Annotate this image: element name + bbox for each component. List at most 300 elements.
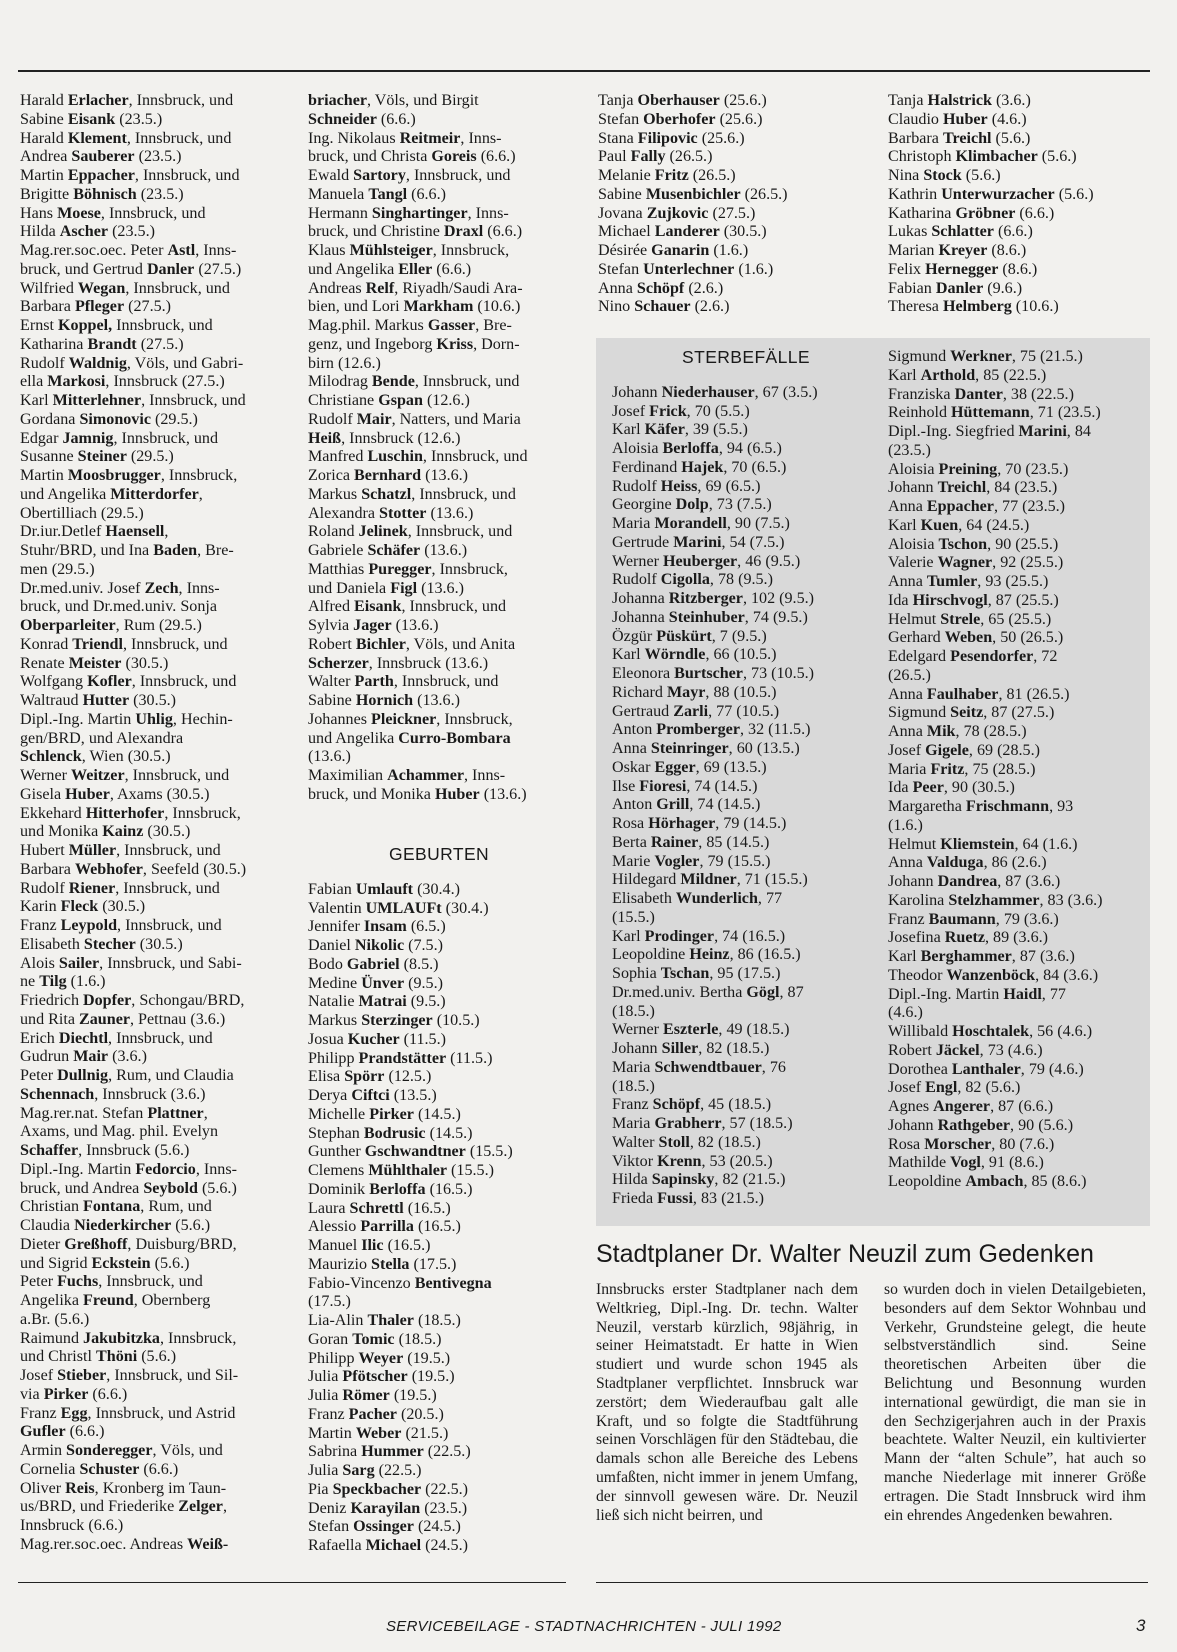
entry-name: Bentivegna <box>414 1274 492 1292</box>
entry-pre: Helmut <box>888 835 941 853</box>
entry-pre: Barbara <box>888 129 943 147</box>
list-entry <box>612 534 880 553</box>
entry-name: Kreyer <box>938 242 988 259</box>
entry-pre: Karl <box>612 927 645 945</box>
entry-name: Eisank <box>354 598 402 616</box>
list-entry <box>888 686 1146 705</box>
list-entry <box>308 1443 570 1462</box>
entry-pre: Anna <box>888 723 927 740</box>
list-entry <box>308 1143 570 1162</box>
entry-name: Astl <box>167 242 196 259</box>
entry-post: , Innsbruck, und <box>125 279 230 297</box>
entry-post: , Inns- <box>195 242 237 259</box>
list-entry <box>612 778 880 797</box>
entry-pre: (18.5.) <box>612 1002 655 1020</box>
entry-pre: Julia <box>308 1368 343 1386</box>
entry-pre: Andreas <box>308 279 366 297</box>
entry-name: Sonderegger <box>66 1442 153 1459</box>
list-entry <box>308 448 570 467</box>
entry-pre: Fabian <box>888 279 936 297</box>
entry-post: , Innsbruck, und <box>124 767 230 784</box>
entry-name: Zarli <box>673 702 709 720</box>
list-entry <box>612 665 880 684</box>
entry-name: Müller <box>68 842 117 859</box>
entry-pre: Rafaella <box>308 1537 366 1554</box>
list-entry <box>888 929 1146 948</box>
entry-name: Umlauft <box>355 880 414 898</box>
list-entry <box>598 280 868 299</box>
list-entry <box>612 1134 880 1153</box>
entry-name: Schlatter <box>931 223 994 241</box>
entry-name: Michael <box>365 1537 422 1554</box>
entry-pre: Gerhard <box>888 629 945 647</box>
entry-pre: Marian <box>888 242 939 259</box>
entry-name: Zech <box>144 579 179 597</box>
list-entry <box>308 167 570 186</box>
entry-post: , 78 (9.5.) <box>709 571 773 589</box>
entry-post: (13.6.) <box>426 504 474 522</box>
list-entry <box>308 1331 570 1350</box>
entry-post: (5.6.) <box>961 167 1001 184</box>
list-entry <box>20 1142 288 1161</box>
entry-post: , Völs, und Anita <box>405 635 516 653</box>
list-entry <box>888 1023 1146 1042</box>
list-entry <box>308 1162 570 1181</box>
entry-name: Mair <box>73 1048 109 1066</box>
list-entry <box>612 1078 880 1097</box>
entry-post: , 75 (21.5.) <box>1011 348 1083 365</box>
entry-name: Steiner <box>77 448 127 466</box>
entry-post: , 74 (14.5.) <box>689 796 761 814</box>
entry-post: , 87 <box>779 983 804 1001</box>
entry-pre: Leopoldine <box>612 946 690 964</box>
entry-name: Gigele <box>925 741 969 759</box>
entry-pre: Rosa <box>888 1135 925 1153</box>
entry-post: , <box>203 1104 208 1122</box>
marriages-column-1 <box>20 92 288 1555</box>
entry-pre: Alessio <box>308 1218 361 1236</box>
entry-pre: Zorica <box>308 467 355 484</box>
list-entry <box>888 854 1146 873</box>
entry-name: Fedorcio <box>135 1160 196 1178</box>
entry-name: Niederkircher <box>74 1217 172 1234</box>
list-entry <box>20 767 288 786</box>
list-entry <box>308 505 570 524</box>
list-entry <box>20 786 288 805</box>
entry-post: , 84 (3.6.) <box>1035 966 1099 984</box>
entry-pre: Derya <box>308 1087 352 1104</box>
entry-name: Landerer <box>654 223 720 241</box>
list-entry <box>888 798 1146 817</box>
entry-post: (3.6.) <box>991 92 1031 109</box>
entry-name: Fussi <box>657 1190 693 1207</box>
entry-name: Stecher <box>83 935 136 953</box>
entry-post: (15.5.) <box>465 1143 513 1161</box>
list-entry <box>888 111 1150 130</box>
entry-pre: Innsbruck (6.6.) <box>20 1517 124 1534</box>
entry-post: (16.5.) <box>425 1180 473 1198</box>
entry-pre: Rudolf <box>308 410 357 428</box>
entry-name: Fritz <box>654 167 689 184</box>
list-entry <box>20 861 288 880</box>
list-entry <box>20 936 288 955</box>
list-entry <box>20 580 288 599</box>
list-entry <box>888 1061 1146 1080</box>
list-entry <box>888 205 1150 224</box>
entry-name: Frick <box>649 402 687 420</box>
entry-name: Stieber <box>57 1367 107 1384</box>
entry-post: , 69 (28.5.) <box>968 741 1040 759</box>
entry-name: Klement <box>67 129 127 147</box>
list-entry <box>308 655 570 674</box>
list-entry <box>888 186 1150 205</box>
list-entry <box>888 911 1146 930</box>
list-entry <box>20 1442 288 1461</box>
list-entry <box>308 767 570 786</box>
entry-post: (30.5.) <box>129 692 177 709</box>
entry-name: Käfer <box>644 421 685 439</box>
list-entry <box>308 673 570 692</box>
entry-name: Schrettl <box>349 1199 404 1217</box>
entry-pre: bien, und Lori <box>308 298 404 316</box>
article-text-right: so wurden doch in vielen Detailgebieten, besonders auf dem Sektor Wohnbau und Verkehr, Grundsteine gelegt, die heute selbstverständlich sind. Seine theoretischen Arbeiten über die Belichtung und Besonnung wurden international gewürdigt, die man sie in den Sechzigerjahren auch in der Praxis beachtete. Walter Neuzil, ein kultivierter Mann der “alten Schule”, hat auch so manche Niederlage mit innerer Größe ertragen. Die Stadt Innsbruck wird ihm ein ehrendes Angedenken bewahren. <box>884 1281 1146 1524</box>
list-entry <box>612 890 880 909</box>
entry-pre: Laura <box>308 1199 350 1217</box>
entry-name: Huber <box>942 110 988 128</box>
list-entry <box>20 448 288 467</box>
entry-pre: Christoph <box>888 148 956 166</box>
entry-pre: Hilda <box>612 1171 652 1189</box>
entry-name: Singhartinger <box>371 204 468 222</box>
entry-name: Ascher <box>59 223 109 241</box>
entry-name: Sartory <box>353 167 406 184</box>
entry-pre: und Christl <box>20 1348 97 1366</box>
entry-name: Strele <box>940 610 981 628</box>
entry-post: , Innsbruck, und <box>407 523 513 541</box>
entry-name: Gschwandtner <box>364 1143 466 1161</box>
entry-name: Triendl <box>72 635 123 653</box>
entry-post: , 57 (18.5.) <box>721 1115 793 1132</box>
entry-pre: Willibald <box>888 1023 953 1040</box>
entry-post: (22.5.) <box>421 1480 469 1498</box>
entry-pre: Stephan <box>308 1124 364 1142</box>
entry-name: Filipovic <box>637 129 698 147</box>
entry-pre: Lia-Alin <box>308 1312 368 1329</box>
entry-name: Sapinsky <box>651 1171 715 1189</box>
entry-pre: Johann <box>888 1116 938 1134</box>
footer-title: SERVICEBEILAGE - STADTNACHRICHTEN - JULI 1992 <box>386 1618 782 1635</box>
entry-post: (12.5.) <box>384 1068 432 1086</box>
entry-name: Gasser <box>427 317 476 334</box>
entry-pre: Maria <box>612 1115 655 1132</box>
entry-name: Bende <box>371 373 415 391</box>
entry-name: Eller <box>398 260 433 278</box>
entry-pre: Dipl.-Ing. Siegfried <box>888 423 1019 440</box>
list-entry <box>612 909 880 928</box>
entry-name: Morandell <box>654 515 727 532</box>
entry-name: Helmberg <box>942 298 1012 316</box>
entry-post: , 84 <box>1066 423 1091 440</box>
entry-pre: Hans <box>20 204 58 222</box>
entry-name: Siller <box>661 1040 699 1057</box>
entry-post: , 90 (5.6.) <box>1010 1116 1074 1134</box>
entry-post: , 77 (10.5.) <box>708 702 780 720</box>
entry-name: Bernhard <box>354 467 422 484</box>
list-entry <box>20 505 288 524</box>
list-entry <box>20 130 288 149</box>
list-entry <box>20 805 288 824</box>
entry-name: Moese <box>57 204 101 222</box>
entry-post: (16.5.) <box>383 1237 431 1254</box>
list-entry <box>20 186 288 205</box>
entry-post: , 45 (18.5.) <box>700 1096 772 1114</box>
entry-name: Weyer <box>358 1349 404 1367</box>
entry-pre: Margaretha <box>888 798 966 815</box>
list-entry <box>308 993 570 1012</box>
entry-name: Hornich <box>355 692 414 709</box>
entry-post: , 81 (26.5.) <box>998 685 1070 703</box>
entry-pre: Ida <box>888 591 913 609</box>
list-entry <box>308 486 570 505</box>
list-entry <box>888 348 1146 367</box>
entry-post: (9.5.) <box>404 974 443 992</box>
entry-pre: Alexandra <box>308 504 380 522</box>
entry-post: , 86 (2.6.) <box>983 854 1047 872</box>
entry-pre: Franz <box>308 1405 349 1423</box>
list-entry <box>20 673 288 692</box>
entry-name: Halstrick <box>927 92 992 109</box>
entry-name: Püskürt <box>656 627 712 645</box>
list-entry <box>308 580 570 599</box>
entry-post: , Innsbruck, und <box>98 1273 203 1291</box>
entry-name: Erlacher <box>67 92 129 109</box>
entry-post: (6.6.) <box>476 148 516 166</box>
entry-pre: us/BRD, und Friederike <box>20 1498 179 1516</box>
entry-pre: Stefan <box>308 1518 354 1536</box>
entry-pre: Katharina <box>888 204 956 222</box>
entry-name: Fleck <box>60 898 99 916</box>
entry-pre: Johanna <box>612 590 669 607</box>
entry-post: , 73 (7.5.) <box>708 496 772 514</box>
entry-name: Mitterlehner <box>52 392 142 409</box>
entry-post: , 91 (8.6.) <box>980 1154 1044 1172</box>
list-entry <box>308 636 570 655</box>
entry-pre: Franziska <box>888 385 955 403</box>
entry-pre: Anton <box>612 796 657 814</box>
list-entry <box>612 965 880 984</box>
list-entry <box>308 1368 570 1387</box>
list-entry <box>20 542 288 561</box>
entry-name: Peer <box>912 779 944 797</box>
entry-pre: Cornelia <box>20 1460 80 1478</box>
list-entry <box>20 598 288 617</box>
entry-name: Thöni <box>96 1348 138 1366</box>
list-entry <box>20 748 288 767</box>
entry-pre: bruck, und Christine <box>308 223 444 241</box>
list-entry <box>308 918 570 937</box>
entry-name: Ilic <box>361 1237 384 1254</box>
list-entry <box>612 796 880 815</box>
list-entry <box>612 740 880 759</box>
entry-name: Stoll <box>658 1133 690 1151</box>
entry-name: Ünver <box>361 974 405 992</box>
list-entry <box>20 1330 288 1349</box>
entry-pre: Mag.phil. Markus <box>308 317 428 334</box>
entry-name: Prodinger <box>644 927 715 945</box>
entry-pre: Mag.rer.soc.oec. Andreas <box>20 1535 188 1553</box>
entry-name: Tschan <box>660 965 710 982</box>
entry-post: (23.5.) <box>420 1499 468 1517</box>
list-entry <box>612 421 880 440</box>
list-entry <box>20 1086 288 1105</box>
entry-post: , 87 (6.6.) <box>990 1098 1054 1115</box>
entry-pre: Elisa <box>308 1068 345 1086</box>
list-entry <box>888 536 1146 555</box>
entry-name: Römer <box>342 1387 390 1404</box>
entry-pre: Ferdinand <box>612 458 682 476</box>
entry-post: , Innsbruck, und <box>131 673 237 691</box>
entry-post: , Innsbruck (12.6.) <box>341 429 461 447</box>
list-entry <box>888 223 1150 242</box>
entry-pre: Clemens <box>308 1162 369 1179</box>
list-entry <box>20 1198 288 1217</box>
list-entry <box>888 836 1146 855</box>
entry-name: Brandt <box>87 335 137 353</box>
entry-post: , <box>222 1498 227 1516</box>
entry-pre: Waltraud <box>20 692 83 709</box>
entry-name: Musenbichler <box>645 185 741 203</box>
entry-name: Parth <box>354 673 394 691</box>
entry-name: Hutter <box>82 692 130 709</box>
entry-post: , Rum (29.5.) <box>115 617 202 634</box>
entry-name: Dandrea <box>937 873 998 890</box>
entry-name: Bodrusic <box>363 1124 426 1142</box>
entry-pre: Josef <box>888 741 926 759</box>
entry-pre: Hildegard <box>612 871 681 889</box>
entry-pre: Robert <box>888 1041 936 1059</box>
entry-name: Vogl <box>950 1154 981 1172</box>
entry-name: Grill <box>656 796 690 814</box>
entry-pre: Martin <box>308 1424 356 1442</box>
entry-name: Zauner <box>79 1010 130 1028</box>
list-entry <box>612 440 880 459</box>
entry-pre: Bodo <box>308 955 347 973</box>
list-entry <box>308 1218 570 1237</box>
entry-name: Baumann <box>928 910 996 928</box>
entry-post: , Innsbruck, und Sabi- <box>99 954 242 972</box>
entry-name: Ritzberger <box>668 590 743 607</box>
entry-pre: Georgine <box>612 496 676 514</box>
entry-pre: Maximilian <box>308 767 388 784</box>
entry-pre: (26.5.) <box>888 666 931 684</box>
entry-post: , 89 (3.6.) <box>984 929 1049 947</box>
entry-name: Sailer <box>58 954 100 972</box>
entry-pre: Peter <box>20 1273 58 1291</box>
entry-pre: Dipl.-Ing. Martin <box>888 985 1004 1003</box>
entry-post: , 92 (25.5.) <box>992 554 1064 572</box>
entry-name: Steinhuber <box>668 608 745 626</box>
entry-pre: Dominik <box>308 1180 370 1198</box>
entry-pre: Karin <box>20 898 61 916</box>
list-entry <box>20 486 288 505</box>
list-entry <box>308 692 570 711</box>
entry-post: , 78 (28.5.) <box>955 723 1027 740</box>
list-entry <box>888 298 1150 317</box>
entry-post: , Innsbruck, <box>159 1329 237 1347</box>
entry-name: Mair <box>356 410 392 428</box>
entry-pre: Maurizio <box>308 1255 372 1273</box>
entry-name: Ruetz <box>944 929 985 947</box>
entry-name: Oberhofer <box>643 110 716 128</box>
list-entry <box>612 759 880 778</box>
entry-name: Dopfer <box>83 992 132 1009</box>
list-entry <box>612 1003 880 1022</box>
entry-post: , Innsbruck, <box>431 560 508 578</box>
list-entry <box>598 223 868 242</box>
entry-post: , 79 (3.6.) <box>995 910 1059 928</box>
entry-pre: Jennifer <box>308 918 364 936</box>
list-entry <box>308 786 570 805</box>
list-entry <box>612 684 880 703</box>
entry-name: Fioresi <box>639 777 687 795</box>
list-entry <box>308 1425 570 1444</box>
entry-post: , 7 (9.5.) <box>711 627 767 645</box>
entry-post: , 32 (11.5.) <box>739 721 811 739</box>
list-entry <box>20 880 288 899</box>
entry-post: , Rum, und Claudia <box>108 1067 234 1084</box>
entry-post: (12.6.) <box>422 392 470 409</box>
entry-pre: Axams, und Mag. phil. Evelyn <box>20 1123 219 1141</box>
entry-post: , Kronberg im Taun- <box>94 1479 227 1497</box>
list-entry <box>20 617 288 636</box>
list-entry <box>20 655 288 674</box>
entry-name: Wörndle <box>644 646 706 664</box>
entry-pre: Jovana <box>598 204 647 222</box>
entry-post: , Völs, und Gabri- <box>126 354 244 372</box>
births-list <box>308 881 570 1556</box>
entry-pre: Anna <box>598 279 637 297</box>
list-entry <box>612 478 880 497</box>
entry-name: Schuster <box>79 1460 140 1478</box>
list-entry <box>20 898 288 917</box>
entry-name: Eppacher <box>926 498 994 515</box>
entry-post: (18.5.) <box>394 1330 442 1348</box>
entry-post: , 83 (21.5.) <box>692 1190 764 1207</box>
entry-post: (8.6.) <box>998 260 1038 278</box>
entry-post: , 87 (27.5.) <box>983 704 1055 722</box>
entry-pre: Nina <box>888 167 924 184</box>
entry-post: , Innsbruck, und <box>100 204 206 222</box>
entry-post: , Obernberg <box>133 1292 211 1309</box>
entry-post: , 75 (28.5.) <box>964 760 1036 778</box>
entry-post: (5.6.) <box>1054 185 1094 203</box>
entry-post: (20.5.) <box>396 1405 444 1423</box>
entry-name: Hajek <box>681 458 724 476</box>
entry-post: , 64 (24.5.) <box>958 516 1030 534</box>
entry-name: UMLAUFt <box>365 899 442 917</box>
list-entry <box>888 167 1150 186</box>
entry-post: , <box>198 485 203 503</box>
entry-name: Sauberer <box>71 148 135 166</box>
entry-pre: Johann <box>612 1040 662 1057</box>
entry-name: Bichler <box>355 635 406 653</box>
entry-post: (30.5.) <box>135 935 183 953</box>
entry-post: (14.5.) <box>413 1105 461 1123</box>
entry-name: Dolp <box>675 496 709 514</box>
entry-post: , Innsbruck, und Sil- <box>106 1367 239 1384</box>
entry-post: , 93 (25.5.) <box>977 573 1049 590</box>
list-entry <box>888 261 1150 280</box>
